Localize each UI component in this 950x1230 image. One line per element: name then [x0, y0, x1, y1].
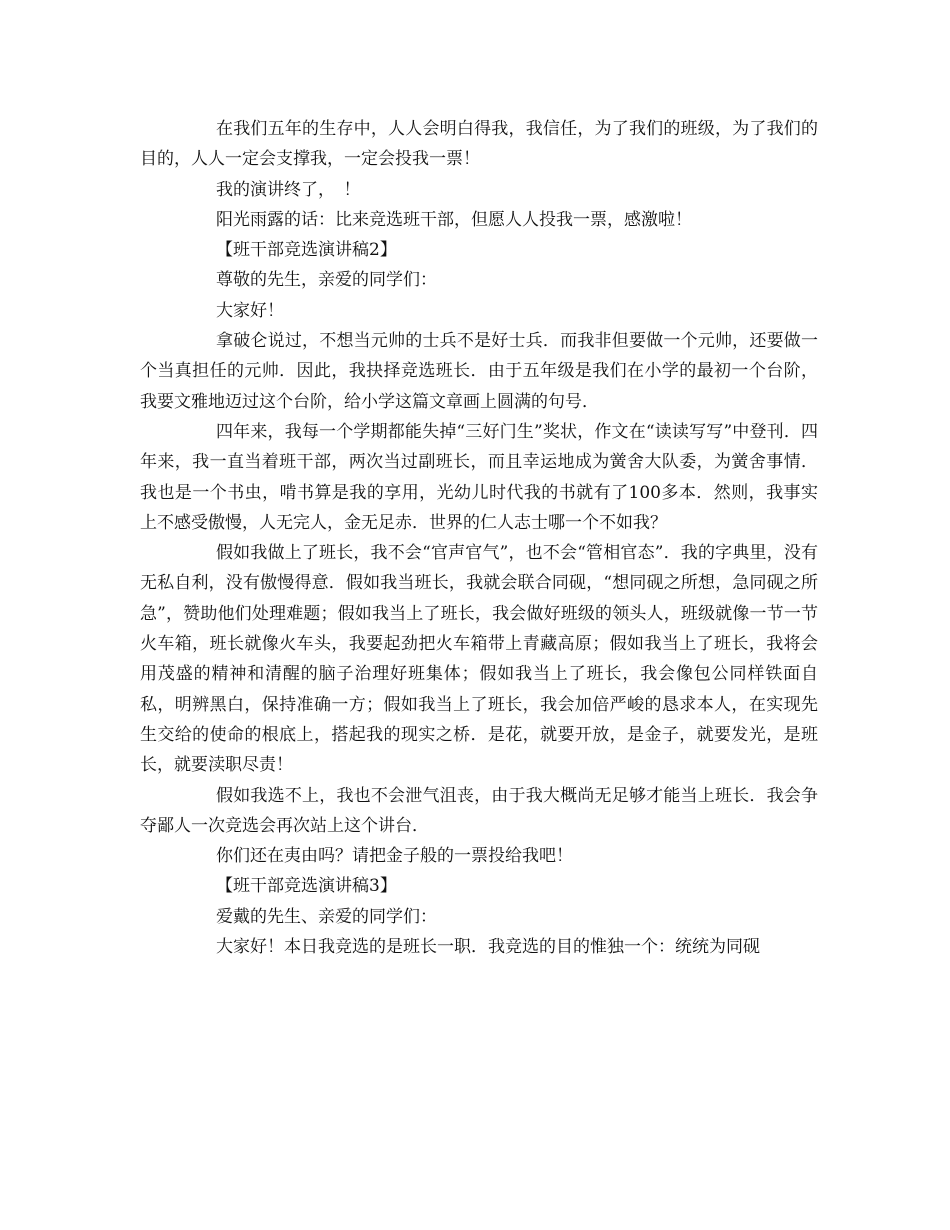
paragraph-11: 你们还在夷由吗？请把金子般的一票投给我吧！ — [216, 846, 573, 867]
section-heading-2: 【班干部竞选演讲稿2】 — [216, 240, 397, 261]
paragraph-3: 阳光雨露的话：比来竞选班干部，但愿人人投我一票，感激啦！ — [216, 209, 692, 230]
paragraph-10: 假如我选不上，我也不会泄气沮丧，由于我大概尚无足够才能当上班长．我会争夺鄙人一次竞选会再次站上这个讲台． — [140, 785, 818, 836]
greeting-2: 大家好！ — [216, 300, 284, 321]
paragraph-1: 在我们五年的生存中，人人会明白得我，我信任，为了我们的班级，为了我们的目的，人人一定会支撑我，一定会投我一票！ — [140, 119, 818, 170]
section-heading-3: 【班干部竞选演讲稿3】 — [216, 876, 397, 897]
paragraph-9: 假如我做上了班长，我不会“官声官气”，也不会“管相官态”．我的字典里，没有无私自利，没有傲慢得意．假如我当班长，我就会联合同砚，“想同砚之所想，急同砚之所急”，赞助他们处理难题；假如我当上了班长，我会做好班级的领头人，班级就像一节一节火车箱，班长就像火车头，我要起劲把火车箱带上青藏高原；假如我当上了班长，我将会用茂盛的精神和清醒的脑子治理好班集体；假如我当上了班长，我会像包公同样铁面自私，明辨黑白，保持准确一方；假如我当上了班长，我会加倍严峻的恳求本人，在实现先生交给的使命的根底上，搭起我的现实之桥．是花，就要开放，是金子，就要发光，是班长，就要渎职尽责！ — [140, 543, 818, 776]
document-page — [140, 114, 818, 962]
salutation-2: 尊敬的先生，亲爱的同学们： — [216, 270, 437, 291]
paragraph-7: 拿破仑说过，不想当元帅的士兵不是好士兵．而我非但要做一个元帅，还要做一个当真担任的元帅．因此，我抉择竞选班长．由于五年级是我们在小学的最初一个台阶，我要文雅地迈过这个台阶，给小学这篇文章画上圆满的句号． — [140, 331, 818, 412]
salutation-3: 爱戴的先生、亲爱的同学们： — [216, 906, 437, 927]
paragraph-2: 我的演讲终了， ！ — [216, 179, 361, 200]
paragraph-8: 四年来，我每一个学期都能失掉“三好门生”奖状，作文在“读读写写”中登刊．四年来，我一直当着班干部，两次当过副班长，而且幸运地成为黉舍大队委，为黉舍事情．我也是一个书虫，啃书算是我的享用，光幼儿时代我的书就有了100多本．然则，我事实上不感受傲慢，人无完人，金无足赤．世界的仁人志士哪一个不如我？ — [140, 421, 818, 533]
paragraph-14: 大家好！本日我竞选的是班长一职．我竞选的目的惟独一个：统统为同砚 — [216, 937, 760, 958]
